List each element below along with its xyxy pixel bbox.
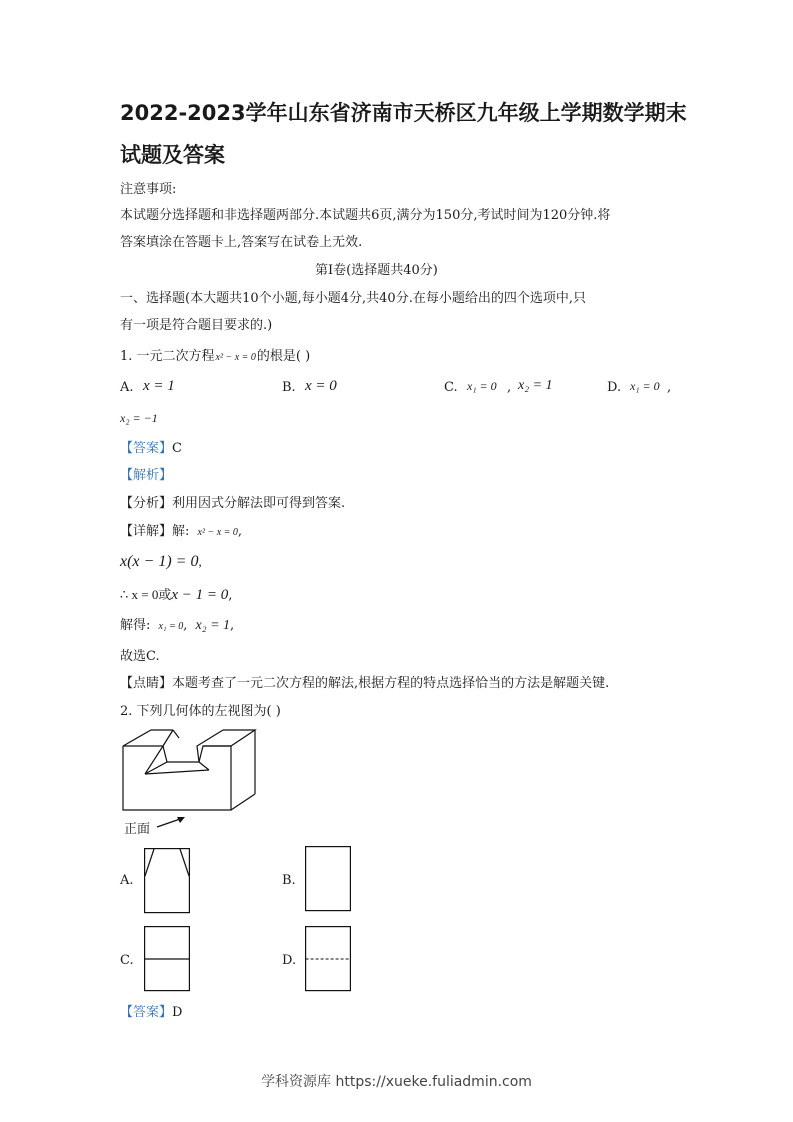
q1-step3-left: ∴ x = 0 — [120, 587, 159, 602]
q2-option-b-label: B. — [282, 873, 296, 888]
q1-xiangjie-text: 解: — [172, 524, 190, 539]
q1-dianjing-text: 本题考查了一元二次方程的解法,根据方程的特点选择恰当的方法是解题关键. — [172, 676, 610, 691]
section-header: 第Ⅰ卷(选择题共40分) — [315, 263, 438, 278]
q2-answer-value: D — [172, 1005, 183, 1020]
q1-step3-right: x − 1 = 0 — [171, 587, 229, 603]
q1-answer-tag: 【答案】 — [120, 441, 173, 456]
q2-option-d-figure — [305, 926, 351, 992]
q1-fenxi — [120, 496, 345, 512]
q2-solid-figure — [115, 728, 265, 818]
q2-figure-label: 正面 — [124, 822, 151, 837]
q1-step4: 解得: x₁ = 0, x₂ = 1, — [120, 618, 235, 633]
q1-option-d-sep: , — [667, 380, 672, 395]
q1-suffix: 的根是( ) — [256, 349, 311, 364]
q1-step4-v2: x₂ = 1 — [195, 618, 231, 633]
q1-dianjing-tag: 【点睛】 — [120, 676, 173, 691]
notice-line1: 本试题分选择题和非选择题两部分.本试题共6页,满分为150分,考试时间为120分钟.将 — [120, 208, 611, 223]
q1-step4-v1: x₁ = 0 — [158, 621, 184, 632]
q1-option-b-label: B. — [282, 380, 296, 395]
q1-option-b-value: x = 0 — [305, 378, 337, 394]
q2-option-d-label: D. — [282, 953, 297, 968]
section-intro-line1: 一、选择题(本大题共10个小题,每小题4分,共40分.在每小题给出的四个选项中,只 — [120, 291, 586, 306]
q1-analysis-tag: 【解析】 — [120, 468, 173, 483]
q1-fenxi-tag: 【分析】 — [120, 496, 173, 511]
q1-answer — [120, 441, 182, 457]
q1-step1-eq: x² − x = 0 — [197, 527, 238, 538]
q1-step3: ∴ x = 0或x − 1 = 0, — [120, 587, 233, 603]
document-title-line2: 试题及答案 — [120, 143, 225, 167]
q1-step4-label: 解得: — [120, 618, 151, 633]
q1-option-c-value2: x₂ = 1 — [518, 378, 553, 393]
section-intro-line2: 有一项是符合题目要求的.) — [120, 318, 273, 333]
document-title-line1: 2022-2023学年山东省济南市天桥区九年级上学期数学期末 — [120, 101, 687, 125]
q2-option-c-figure — [144, 926, 190, 992]
q2-option-a-figure — [144, 848, 190, 914]
q2-option-a-label: A. — [120, 873, 134, 888]
page-footer: 学科资源库 https://xueke.fuliadmin.com — [261, 1074, 532, 1090]
q1-option-c-label: C. — [444, 380, 458, 395]
q1-option-c-sep: , — [507, 380, 512, 395]
q1-step2-eq: x(x − 1) = 0, — [120, 553, 202, 570]
q1-option-d-label: D. — [607, 380, 622, 395]
notice-heading: 注意事项: — [120, 182, 177, 197]
q2-option-b-figure — [305, 846, 351, 912]
q1-xiangjie-tag: 【详解】 — [120, 524, 173, 539]
q1-step3-or: 或 — [158, 588, 172, 603]
q1-prefix: 1. 一元二次方程 — [120, 349, 215, 364]
q2-arrow-icon — [155, 814, 187, 830]
q2-answer — [120, 1005, 182, 1021]
q2-option-c-label: C. — [120, 953, 134, 968]
q2-stem: 2. 下列几何体的左视图为( ) — [120, 704, 281, 719]
q1-option-d-value2: x₂ = −1 — [120, 411, 158, 425]
q1-fenxi-text: 利用因式分解法即可得到答案. — [172, 496, 346, 511]
q1-answer-value: C — [172, 441, 182, 456]
q2-answer-tag: 【答案】 — [120, 1005, 173, 1020]
q1-option-a-value: x = 1 — [143, 378, 175, 394]
q1-option-c-value1: x₁ = 0 — [467, 379, 497, 393]
q1-option-a-label: A. — [120, 380, 134, 395]
notice-line2: 答案填涂在答题卡上,答案写在试卷上无效. — [120, 235, 363, 250]
q1-xiangjie: 【详解】解: x² − x = 0, — [120, 524, 243, 539]
q1-dianjing — [120, 676, 609, 692]
q1-conclusion: 故选C. — [120, 649, 160, 664]
q1-equation: x² − x = 0 — [215, 352, 256, 363]
q1-stem — [120, 349, 310, 366]
q1-option-d-value1: x₁ = 0 — [630, 379, 660, 393]
